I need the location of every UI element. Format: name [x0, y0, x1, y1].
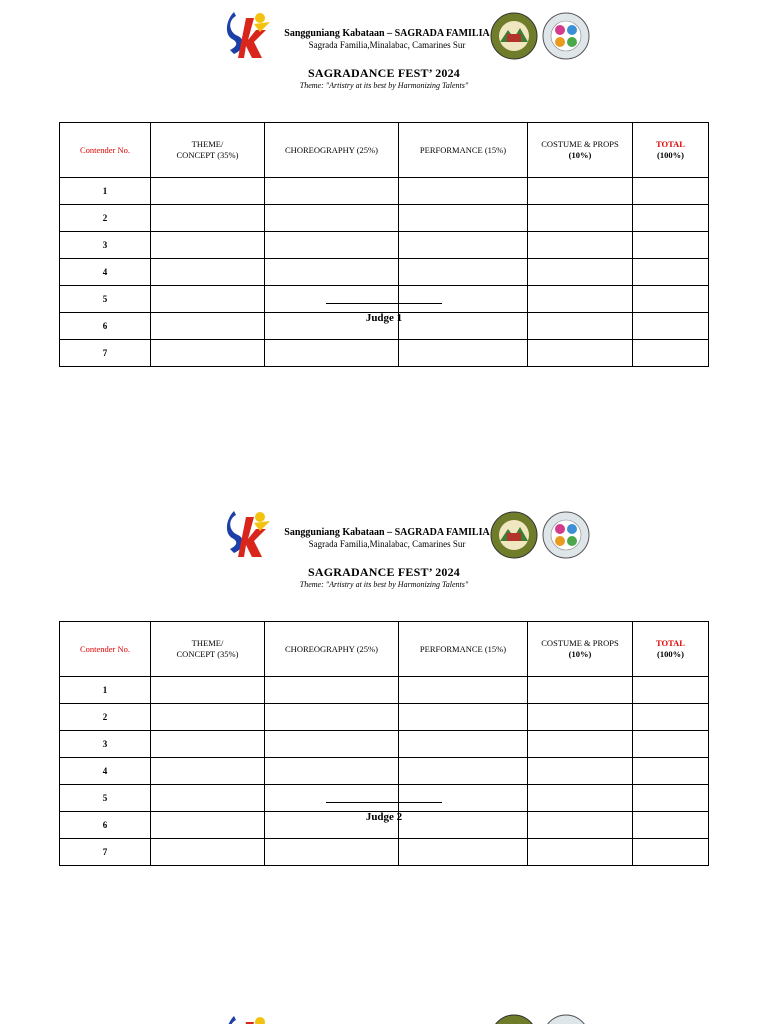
score-sheet-3-partial — [0, 1010, 768, 1024]
sk-logo-icon — [226, 10, 272, 62]
contender-number: 5 — [60, 286, 151, 313]
score-cell[interactable] — [265, 286, 399, 313]
table-row — [60, 704, 709, 731]
contender-number: 4 — [60, 758, 151, 785]
judge-label: Judge 1 — [365, 312, 403, 324]
score-cell[interactable] — [151, 704, 265, 731]
score-cell[interactable] — [528, 205, 633, 232]
score-cell[interactable] — [265, 232, 399, 259]
table-row — [60, 286, 709, 313]
contender-number: 6 — [60, 313, 151, 340]
score-cell[interactable] — [528, 340, 633, 367]
total-header: TOTAL (100%) — [633, 622, 709, 677]
score-cell[interactable] — [528, 758, 633, 785]
total-cell[interactable] — [633, 178, 709, 205]
score-cell[interactable] — [528, 731, 633, 758]
score-cell[interactable] — [528, 704, 633, 731]
score-cell[interactable] — [399, 259, 528, 286]
table-row — [60, 677, 709, 704]
score-cell[interactable] — [151, 677, 265, 704]
total-cell[interactable] — [633, 340, 709, 367]
contender-number: 7 — [60, 839, 151, 866]
total-cell[interactable] — [633, 232, 709, 259]
contender-number: 4 — [60, 259, 151, 286]
total-cell[interactable] — [633, 839, 709, 866]
contender-header: Contender No. — [60, 622, 151, 677]
contender-number: 1 — [60, 677, 151, 704]
sk-logo-icon — [226, 509, 272, 561]
score-table — [59, 621, 709, 866]
score-table — [59, 122, 709, 367]
table-row — [60, 205, 709, 232]
score-cell[interactable] — [265, 785, 399, 812]
youth-org-seal-icon — [542, 1014, 590, 1024]
table-header-row — [60, 622, 709, 677]
score-cell[interactable] — [151, 178, 265, 205]
event-theme: Theme: "Artistry at its best by Harmonizing Talents" — [299, 81, 469, 90]
youth-org-seal-icon — [542, 12, 590, 60]
score-cell[interactable] — [265, 340, 399, 367]
score-cell[interactable] — [399, 340, 528, 367]
score-cell[interactable] — [151, 340, 265, 367]
score-cell[interactable] — [399, 839, 528, 866]
total-cell[interactable] — [633, 758, 709, 785]
score-cell[interactable] — [265, 677, 399, 704]
table-row — [60, 232, 709, 259]
contender-header: Contender No. — [60, 123, 151, 178]
total-header: TOTAL (100%) — [633, 123, 709, 178]
table-header-row — [60, 123, 709, 178]
score-sheet-1 — [0, 10, 768, 510]
choreography-header: CHOREOGRAPHY (25%) — [265, 123, 399, 178]
total-cell[interactable] — [633, 704, 709, 731]
barangay-seal-icon — [490, 511, 538, 559]
org-name: Sangguniang Kabataan – SAGRADA FAMILIA — [284, 28, 490, 39]
score-cell[interactable] — [399, 731, 528, 758]
score-cell[interactable] — [151, 731, 265, 758]
judge-label: Judge 2 — [365, 811, 403, 823]
total-cell[interactable] — [633, 731, 709, 758]
score-cell[interactable] — [399, 205, 528, 232]
score-cell[interactable] — [151, 286, 265, 313]
score-cell[interactable] — [399, 286, 528, 313]
contender-number: 3 — [60, 232, 151, 259]
score-cell[interactable] — [528, 178, 633, 205]
score-cell[interactable] — [399, 232, 528, 259]
score-cell[interactable] — [528, 232, 633, 259]
barangay-seal-icon — [490, 1014, 538, 1024]
score-cell[interactable] — [151, 839, 265, 866]
performance-header: PERFORMANCE (15%) — [399, 622, 528, 677]
total-cell[interactable] — [633, 785, 709, 812]
table-row — [60, 839, 709, 866]
score-cell[interactable] — [151, 205, 265, 232]
score-cell[interactable] — [265, 259, 399, 286]
performance-header: PERFORMANCE (15%) — [399, 123, 528, 178]
costume-header: COSTUME & PROPS (10%) — [528, 123, 633, 178]
score-cell[interactable] — [399, 677, 528, 704]
total-cell[interactable] — [633, 677, 709, 704]
score-cell[interactable] — [399, 178, 528, 205]
youth-org-seal-icon — [542, 511, 590, 559]
score-cell[interactable] — [151, 259, 265, 286]
event-title: SAGRADANCE FEST’ 2024 — [308, 565, 460, 579]
contender-number: 3 — [60, 731, 151, 758]
org-address: Sagrada Familia,Minalabac, Camarines Sur — [308, 539, 466, 549]
contender-number: 1 — [60, 178, 151, 205]
score-cell[interactable] — [265, 731, 399, 758]
score-cell[interactable] — [265, 704, 399, 731]
total-cell[interactable] — [633, 259, 709, 286]
event-theme: Theme: "Artistry at its best by Harmonizing Talents" — [299, 580, 469, 589]
score-cell[interactable] — [151, 785, 265, 812]
score-sheet-2 — [0, 509, 768, 1009]
table-row — [60, 731, 709, 758]
signature-line — [326, 802, 442, 803]
sk-logo-icon — [226, 1014, 272, 1024]
score-cell[interactable] — [399, 785, 528, 812]
score-cell[interactable] — [528, 839, 633, 866]
score-cell[interactable] — [528, 785, 633, 812]
total-cell[interactable] — [633, 205, 709, 232]
barangay-seal-icon — [490, 12, 538, 60]
signature-line — [326, 303, 442, 304]
score-cell[interactable] — [265, 178, 399, 205]
contender-number: 2 — [60, 205, 151, 232]
org-block — [282, 527, 492, 550]
score-cell[interactable] — [528, 677, 633, 704]
table-row — [60, 785, 709, 812]
org-address: Sagrada Familia,Minalabac, Camarines Sur — [308, 40, 466, 50]
org-name: Sangguniang Kabataan – SAGRADA FAMILIA — [284, 527, 490, 538]
contender-number: 2 — [60, 704, 151, 731]
score-cell[interactable] — [265, 205, 399, 232]
table-row — [60, 758, 709, 785]
score-cell[interactable] — [151, 758, 265, 785]
score-cell[interactable] — [265, 839, 399, 866]
contender-number: 6 — [60, 812, 151, 839]
table-row — [60, 178, 709, 205]
score-cell[interactable] — [151, 232, 265, 259]
sheet-header — [0, 509, 768, 599]
table-row — [60, 340, 709, 367]
score-cell[interactable] — [528, 286, 633, 313]
score-cell[interactable] — [528, 259, 633, 286]
score-cell[interactable] — [399, 704, 528, 731]
event-title: SAGRADANCE FEST’ 2024 — [308, 66, 460, 80]
org-block — [282, 28, 492, 51]
theme-header: THEME/ CONCEPT (35%) — [151, 123, 265, 178]
contender-number: 7 — [60, 340, 151, 367]
sheet-header — [0, 10, 768, 100]
contender-number: 5 — [60, 785, 151, 812]
choreography-header: CHOREOGRAPHY (25%) — [265, 622, 399, 677]
theme-header: THEME/ CONCEPT (35%) — [151, 622, 265, 677]
score-cell[interactable] — [399, 758, 528, 785]
total-cell[interactable] — [633, 286, 709, 313]
score-cell[interactable] — [265, 758, 399, 785]
table-row — [60, 259, 709, 286]
costume-header: COSTUME & PROPS (10%) — [528, 622, 633, 677]
